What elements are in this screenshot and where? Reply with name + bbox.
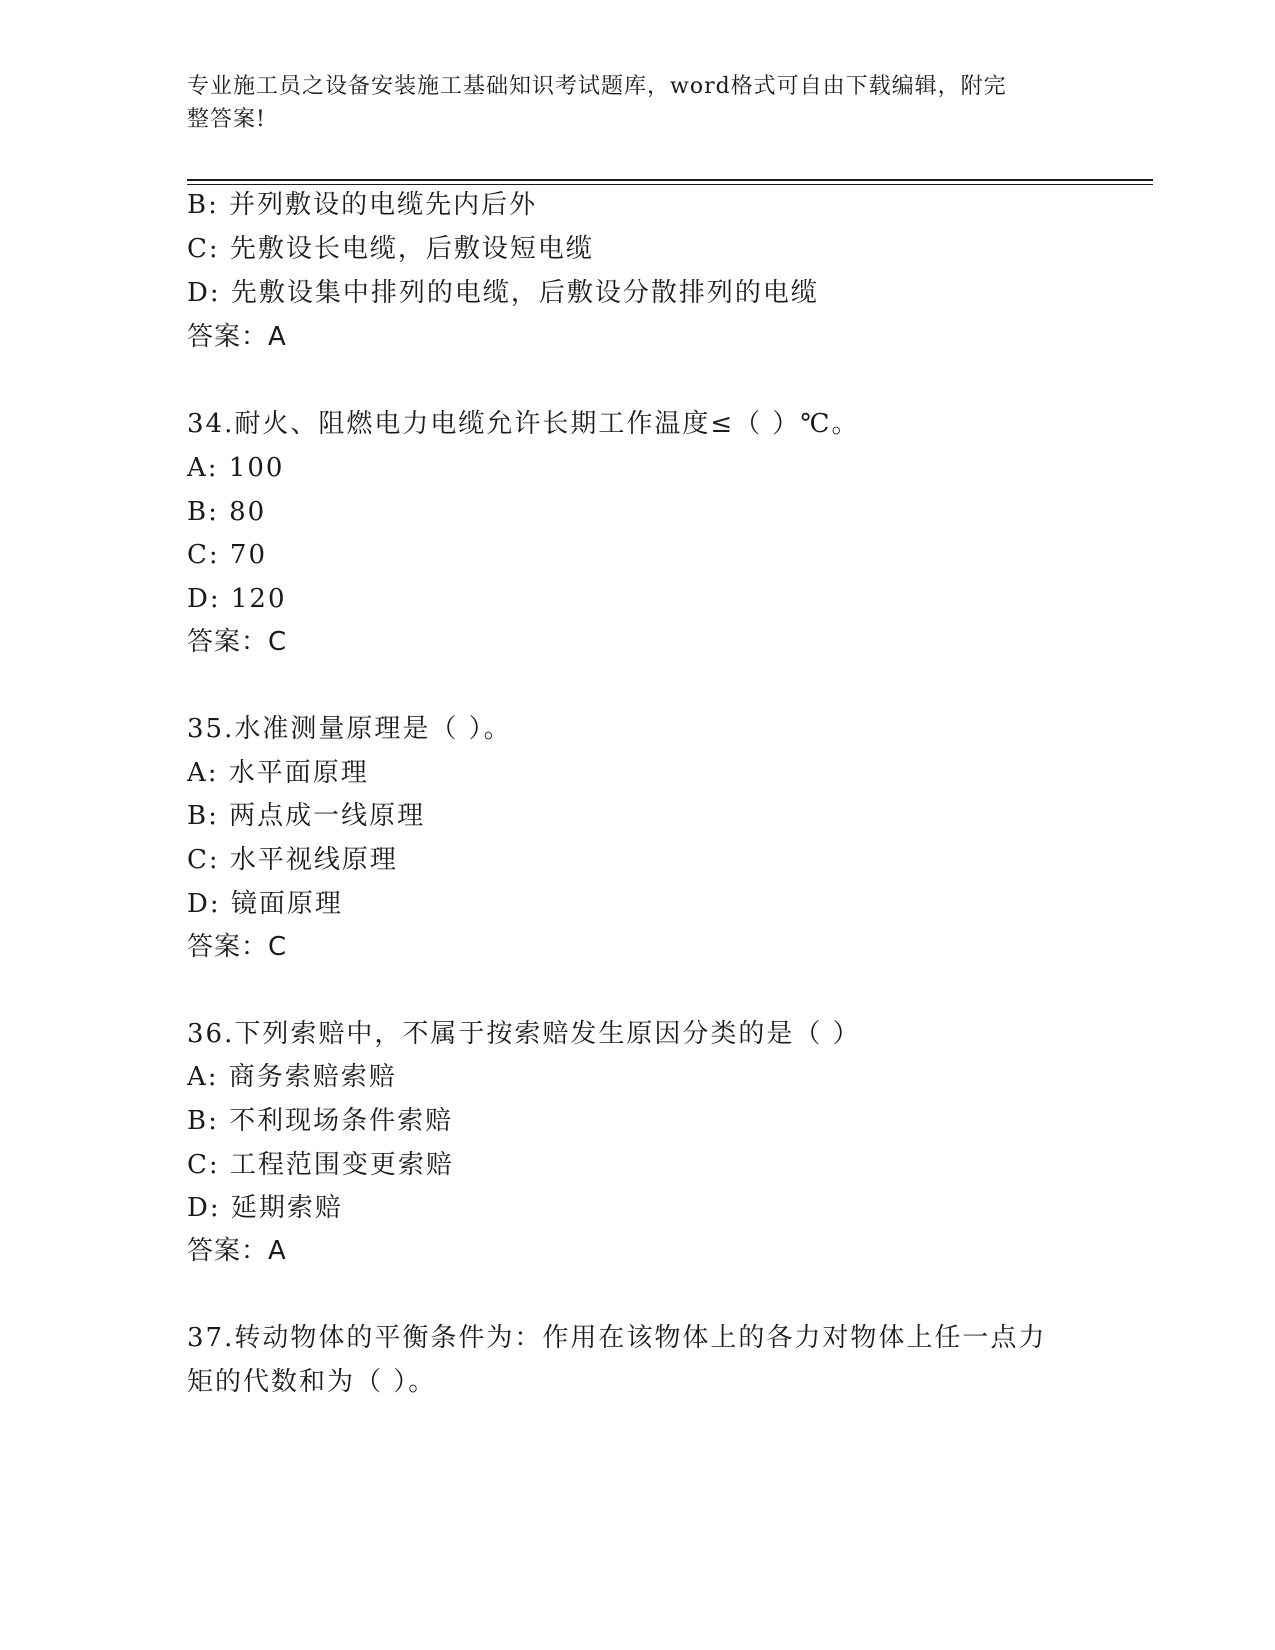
q36-option-a: A: 商务索赔索赔	[187, 1062, 397, 1092]
q33-answer: 答案：A	[187, 322, 287, 352]
q35-option-d: D: 镜面原理	[187, 889, 343, 919]
header-line-2: 整答案!	[187, 107, 266, 132]
q34-option-c: C: 70	[187, 540, 268, 570]
q36-option-c: C: 工程范围变更索赔	[187, 1150, 454, 1180]
q37-question-line-2: 矩的代数和为（ ）。	[187, 1367, 437, 1397]
header-line-1: 专业施工员之设备安装施工基础知识考试题库，word格式可自由下载编辑，附完	[187, 74, 1007, 99]
q34-option-b: B: 80	[187, 497, 267, 527]
q34-option-d: D: 120	[187, 584, 287, 614]
q36-option-b: B: 不利现场条件索赔	[187, 1106, 454, 1136]
q36-answer: 答案：A	[187, 1236, 287, 1266]
q35-option-a: A: 水平面原理	[187, 758, 369, 788]
q34-option-a: A: 100	[187, 453, 285, 483]
q36-option-d: D: 延期索赔	[187, 1193, 343, 1223]
q33-option-d: D: 先敷设集中排列的电缆，后敷设分散排列的电缆	[187, 278, 819, 308]
q35-option-b: B: 两点成一线原理	[187, 801, 426, 831]
document-header	[187, 70, 1067, 136]
q33-option-c: C: 先敷设长电缆，后敷设短电缆	[187, 234, 594, 264]
q35-answer: 答案：C	[187, 932, 288, 962]
q34-question: 34.耐火、阻燃电力电缆允许长期工作温度≤（ ）℃。	[187, 409, 860, 439]
q36-question: 36.下列索赔中，不属于按索赔发生原因分类的是（ ）	[187, 1019, 861, 1049]
q37-question-line-1: 37.转动物体的平衡条件为：作用在该物体上的各力对物体上任一点力	[187, 1323, 1047, 1353]
header-divider-thick	[187, 179, 1153, 181]
q33-option-b: B: 并列敷设的电缆先内后外	[187, 190, 538, 220]
q35-option-c: C: 水平视线原理	[187, 845, 398, 875]
q34-answer: 答案：C	[187, 627, 288, 657]
q35-question: 35.水准测量原理是（ ）。	[187, 714, 512, 744]
header-divider-thin	[187, 184, 1153, 185]
